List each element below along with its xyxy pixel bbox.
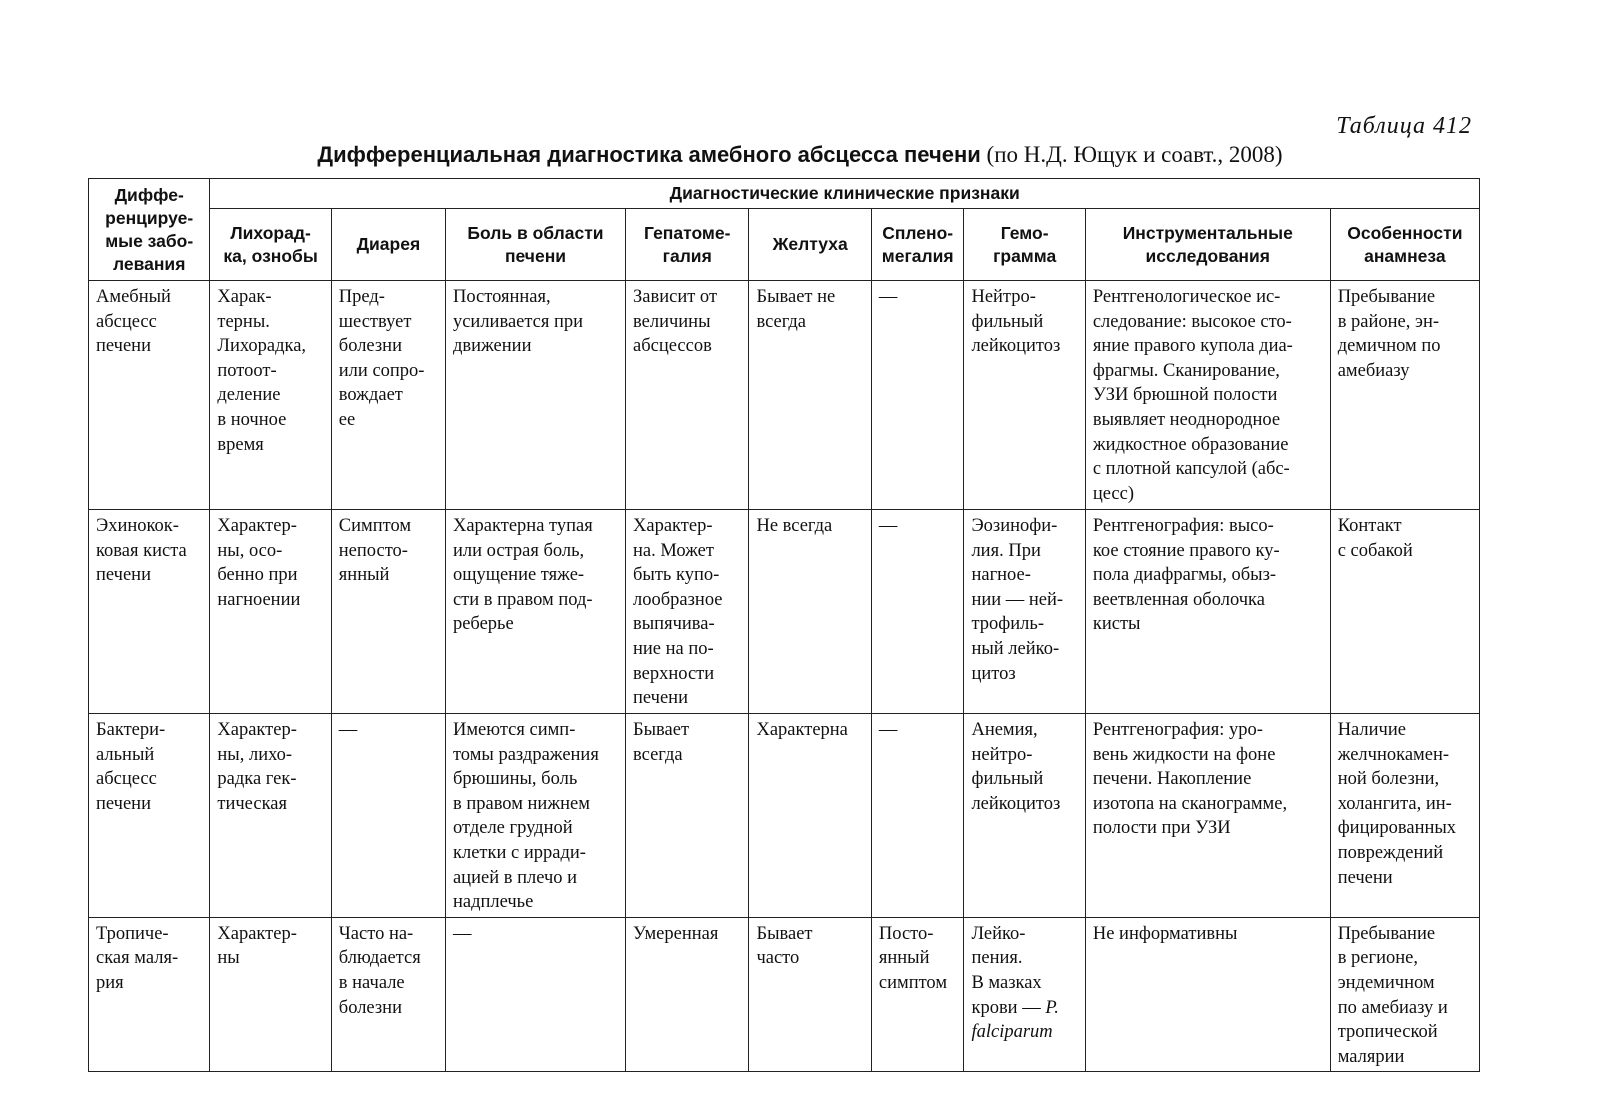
cell-splenomegaly: — — [871, 281, 964, 510]
cell-liver-pain: — — [445, 917, 625, 1072]
cell-anamnesis: Контакт с собакой — [1330, 510, 1479, 714]
cell-hemogram: Эозинофи- лия. При нагное- нии — ней- трофиль- ный лейко- цитоз — [964, 510, 1085, 714]
cell-splenomegaly: — — [871, 510, 964, 714]
disease-name-cell: Бактери- альный абсцесс печени — [89, 714, 210, 918]
column-header-jaundice: Желтуха — [749, 209, 871, 281]
cell-diarrhea: — — [331, 714, 445, 918]
cell-liver-pain: Имеются симп- томы раздражения брюшины, боль в правом нижнем отделе грудной клетки с ирради- ацией в плечо и надплечье — [445, 714, 625, 918]
caption-source: (по Н.Д. Ющук и соавт., 2008) — [980, 142, 1283, 167]
cell-fever: Характер- ны, лихо- радка гек- тическая — [210, 714, 331, 918]
table-row — [89, 917, 1480, 1072]
cell-hemogram: Анемия, нейтро- фильный лейкоцитоз — [964, 714, 1085, 918]
cell-hepatomegaly: Умеренная — [626, 917, 749, 1072]
cell-diarrhea: Пред- шествует болезни или сопро- вождает ее — [331, 281, 445, 510]
cell-hepatomegaly: Бывает всегда — [626, 714, 749, 918]
group-header: Диагностические клинические признаки — [210, 179, 1480, 209]
cell-jaundice: Характерна — [749, 714, 871, 918]
disease-name-cell: Амебный абсцесс печени — [89, 281, 210, 510]
cell-anamnesis: Пребывание в районе, эн- демичном по амебиазу — [1330, 281, 1479, 510]
disease-name-cell: Эхинокок- ковая киста печени — [89, 510, 210, 714]
column-header-splenomegaly: Сплено- мегалия — [871, 209, 964, 281]
cell-splenomegaly: Посто- янный симптом — [871, 917, 964, 1072]
column-header-instrumental: Инструментальные исследования — [1085, 209, 1330, 281]
table-number: Таблица 412 — [1336, 113, 1472, 139]
cell-hepatomegaly: Зависит от величины абсцессов — [626, 281, 749, 510]
column-header-fever: Лихорад- ка, ознобы — [210, 209, 331, 281]
column-header-liver-pain: Боль в области печени — [445, 209, 625, 281]
cell-instrumental: Рентгенография: высо- кое стояние правого ку- пола диафрагмы, обыз- веетвленная оболочка кисты — [1085, 510, 1330, 714]
column-header-hemogram: Гемо- грамма — [964, 209, 1085, 281]
column-header-anamnesis: Особенности анамнеза — [1330, 209, 1479, 281]
column-header-diarrhea: Диарея — [331, 209, 445, 281]
cell-instrumental: Рентгенография: уро- вень жидкости на фоне печени. Накопление изотопа на сканограмме, полости при УЗИ — [1085, 714, 1330, 918]
cell-fever: Характер- ны, осо- бенно при нагноении — [210, 510, 331, 714]
cell-jaundice: Бывает часто — [749, 917, 871, 1072]
column-header-hepatomegaly: Гепатоме- галия — [626, 209, 749, 281]
cell-liver-pain: Характерна тупая или острая боль, ощущение тяже- сти в правом под- реберье — [445, 510, 625, 714]
cell-jaundice: Бывает не всегда — [749, 281, 871, 510]
row-header-cell: Диффе- ренцируе- мые забо- левания — [89, 179, 210, 281]
diagnosis-table — [88, 178, 1480, 1072]
table-caption — [0, 142, 1600, 168]
cell-instrumental: Не информативны — [1085, 917, 1330, 1072]
table-row — [89, 714, 1480, 918]
disease-name-cell: Тропиче- ская маля- рия — [89, 917, 210, 1072]
cell-diarrhea: Часто на- блюдается в начале болезни — [331, 917, 445, 1072]
cell-hemogram: Лейко- пения. В мазках крови — P. falciparum — [964, 917, 1085, 1072]
caption-title: Дифференциальная диагностика амебного абсцесса печени — [317, 142, 981, 167]
cell-anamnesis: Пребывание в регионе, эндемичном по амебиазу и тропической малярии — [1330, 917, 1479, 1072]
cell-hepatomegaly: Характер- на. Может быть купо- лообразное выпячива- ние на по- верхности печени — [626, 510, 749, 714]
cell-hemogram: Нейтро- фильный лейкоцитоз — [964, 281, 1085, 510]
cell-fever: Харак- терны. Лихорадка, потоот- деление в ночное время — [210, 281, 331, 510]
table-row — [89, 510, 1480, 714]
table-row — [89, 281, 1480, 510]
cell-fever: Характер- ны — [210, 917, 331, 1072]
cell-splenomegaly: — — [871, 714, 964, 918]
cell-anamnesis: Наличие желчнокамен- ной болезни, холангита, ин- фицированных повреждений печени — [1330, 714, 1479, 918]
cell-instrumental: Рентгенологическое ис- следование: высокое сто- яние правого купола диа- фрагмы. Сканирование, УЗИ брюшной полости выявляет неоднородное жидкостное образование с плотной капсулой (абс- цесс) — [1085, 281, 1330, 510]
cell-jaundice: Не всегда — [749, 510, 871, 714]
cell-diarrhea: Симптом непосто- янный — [331, 510, 445, 714]
cell-liver-pain: Постоянная, усиливается при движении — [445, 281, 625, 510]
